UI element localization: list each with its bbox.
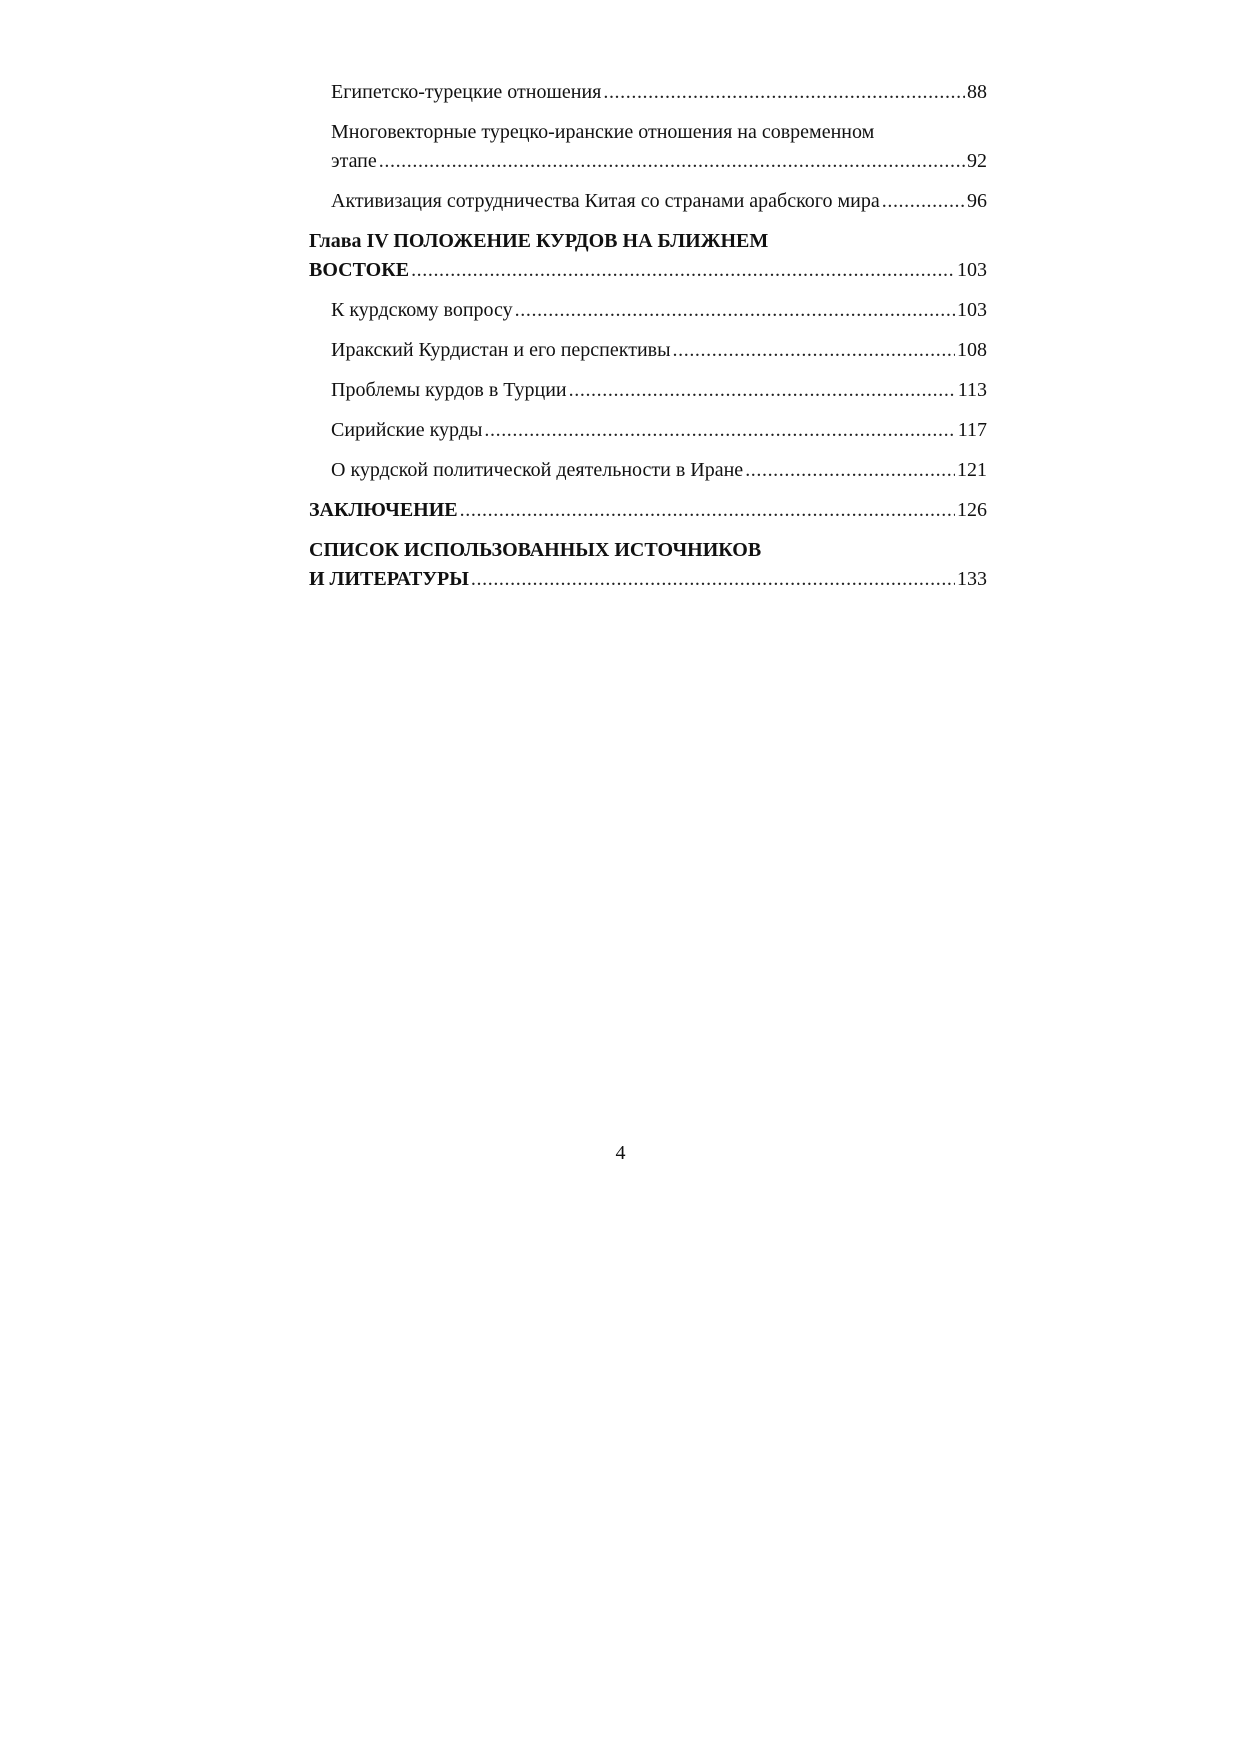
toc-chapter-entry[interactable] — [309, 496, 987, 525]
dot-leader — [745, 456, 955, 485]
toc-entry[interactable] — [309, 336, 987, 365]
toc-entry-line — [331, 187, 987, 216]
dot-leader — [471, 565, 955, 594]
toc-entry-line — [331, 296, 987, 325]
toc-entry-line — [331, 78, 987, 107]
toc-entry[interactable] — [309, 78, 987, 107]
toc-entry[interactable] — [309, 376, 987, 405]
toc-entry-title: этапе — [331, 150, 377, 172]
toc-entry-line — [331, 336, 987, 365]
toc-page-number: 113 — [957, 379, 987, 401]
dot-leader — [882, 187, 965, 216]
toc-entry-line — [331, 376, 987, 405]
toc-entry-title: Активизация сотрудничества Китая со странами арабского мира — [331, 190, 880, 212]
toc-entry-line — [331, 147, 987, 176]
toc-chapter-entry[interactable] — [309, 536, 987, 594]
toc-entry-line — [309, 565, 987, 594]
toc-chapter-entry[interactable] — [309, 227, 987, 285]
toc-page-number: 103 — [957, 299, 987, 321]
toc-entry-title: К курдскому вопросу — [331, 299, 513, 321]
toc-entry-title: Проблемы курдов в Турции — [331, 379, 567, 401]
toc-page-number: 96 — [967, 190, 987, 212]
toc-entry[interactable] — [309, 416, 987, 445]
toc-entry-title: ЗАКЛЮЧЕНИЕ — [309, 499, 458, 521]
toc-entry-line — [309, 256, 987, 285]
toc-page-number: 133 — [957, 568, 987, 590]
toc-page-number: 126 — [957, 499, 987, 521]
toc-entry[interactable] — [309, 118, 987, 176]
toc-page-number: 88 — [967, 81, 987, 103]
toc-page-number: 92 — [967, 150, 987, 172]
dot-leader — [379, 147, 965, 176]
toc-entry[interactable] — [309, 187, 987, 216]
toc-entry-title-line: Многовекторные турецко-иранские отношения на современном — [331, 121, 875, 143]
table-of-contents — [309, 78, 987, 605]
toc-page-number: 108 — [957, 339, 987, 361]
toc-entry[interactable] — [309, 456, 987, 485]
toc-entry-title-line: Глава IV ПОЛОЖЕНИЕ КУРДОВ НА БЛИЖНЕМ — [309, 230, 769, 252]
dot-leader — [603, 78, 965, 107]
toc-entry-title: ВОСТОКЕ — [309, 259, 410, 281]
toc-entry-title-line: СПИСОК ИСПОЛЬЗОВАННЫХ ИСТОЧНИКОВ — [309, 539, 762, 561]
toc-entry-line — [331, 456, 987, 485]
dot-leader — [411, 256, 955, 285]
dot-leader — [673, 336, 955, 365]
toc-entry-line — [331, 416, 987, 445]
toc-entry-title: Сирийские курды — [331, 419, 483, 441]
page-number: 4 — [615, 1142, 626, 1164]
dot-leader — [460, 496, 955, 525]
toc-page-number: 121 — [957, 459, 987, 481]
toc-entry-title: И ЛИТЕРАТУРЫ — [309, 568, 469, 590]
toc-entry-title: О курдской политической деятельности в Иране — [331, 459, 744, 481]
toc-entry-title: Египетско-турецкие отношения — [331, 81, 602, 103]
dot-leader — [569, 376, 956, 405]
dot-leader — [515, 296, 955, 325]
dot-leader — [484, 416, 955, 445]
toc-page-number: 103 — [957, 259, 987, 281]
toc-entry[interactable] — [309, 296, 987, 325]
toc-entry-line — [309, 496, 987, 525]
toc-entry-title: Иракский Курдистан и его перспективы — [331, 339, 671, 361]
toc-page-number: 117 — [957, 419, 987, 441]
